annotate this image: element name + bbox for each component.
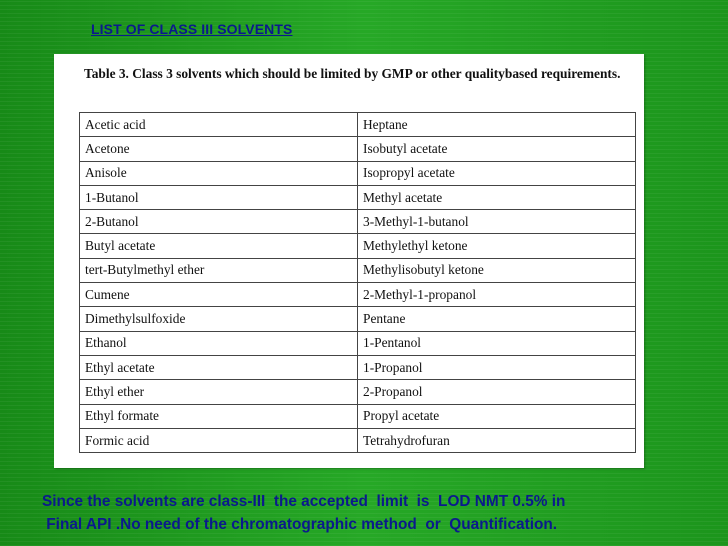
table-row bbox=[80, 137, 636, 161]
table-row bbox=[80, 258, 636, 282]
footer-line-1: Since the solvents are class-III the accepted limit is LOD NMT 0.5% in bbox=[42, 493, 566, 510]
solvent-cell-left: tert-Butylmethyl ether bbox=[80, 258, 358, 282]
table-row bbox=[80, 113, 636, 137]
solvent-cell-left: Anisole bbox=[80, 161, 358, 185]
solvent-cell-right: 2-Propanol bbox=[358, 380, 636, 404]
solvent-cell-right: Propyl acetate bbox=[358, 404, 636, 428]
solvent-cell-right: Methyl acetate bbox=[358, 185, 636, 209]
solvent-cell-right: Methylethyl ketone bbox=[358, 234, 636, 258]
table-row bbox=[80, 355, 636, 379]
solvent-cell-left: 1-Butanol bbox=[80, 185, 358, 209]
solvent-cell-right: Heptane bbox=[358, 113, 636, 137]
table-row bbox=[80, 307, 636, 331]
solvent-cell-left: Ethyl acetate bbox=[80, 355, 358, 379]
table-row bbox=[80, 283, 636, 307]
solvent-cell-left: Dimethylsulfoxide bbox=[80, 307, 358, 331]
slide-title: LIST OF CLASS III SOLVENTS bbox=[91, 21, 293, 37]
solvent-cell-left: Formic acid bbox=[80, 428, 358, 452]
solvent-cell-right: Methylisobutyl ketone bbox=[358, 258, 636, 282]
solvent-cell-left: Ethyl formate bbox=[80, 404, 358, 428]
table-row bbox=[80, 404, 636, 428]
solvent-cell-left: Ethanol bbox=[80, 331, 358, 355]
table-row bbox=[80, 210, 636, 234]
table-row bbox=[80, 428, 636, 452]
solvent-cell-left: Butyl acetate bbox=[80, 234, 358, 258]
table-row bbox=[80, 234, 636, 258]
footer-note bbox=[42, 490, 702, 536]
class3-solvents-table bbox=[79, 112, 636, 453]
solvent-cell-left: Acetone bbox=[80, 137, 358, 161]
table-row bbox=[80, 161, 636, 185]
solvent-cell-right: 2-Methyl-1-propanol bbox=[358, 283, 636, 307]
solvent-cell-right: 1-Pentanol bbox=[358, 331, 636, 355]
solvent-cell-right: Isopropyl acetate bbox=[358, 161, 636, 185]
table-row bbox=[80, 331, 636, 355]
solvent-cell-left: Acetic acid bbox=[80, 113, 358, 137]
solvent-cell-left: Ethyl ether bbox=[80, 380, 358, 404]
solvent-cell-right: Tetrahydrofuran bbox=[358, 428, 636, 452]
document-image-panel bbox=[54, 54, 644, 468]
solvent-cell-left: 2-Butanol bbox=[80, 210, 358, 234]
solvent-cell-right: 1-Propanol bbox=[358, 355, 636, 379]
solvent-cell-left: Cumene bbox=[80, 283, 358, 307]
solvent-cell-right: Pentane bbox=[358, 307, 636, 331]
footer-line-2: Final API .No need of the chromatographic method or Quantification. bbox=[42, 516, 558, 533]
solvent-cell-right: 3-Methyl-1-butanol bbox=[358, 210, 636, 234]
solvent-table-body bbox=[80, 113, 636, 453]
table-row bbox=[80, 185, 636, 209]
table-caption: Table 3. Class 3 solvents which should be limited by GMP or other qualitybased requirements. bbox=[84, 66, 621, 81]
solvent-cell-right: Isobutyl acetate bbox=[358, 137, 636, 161]
table-row bbox=[80, 380, 636, 404]
